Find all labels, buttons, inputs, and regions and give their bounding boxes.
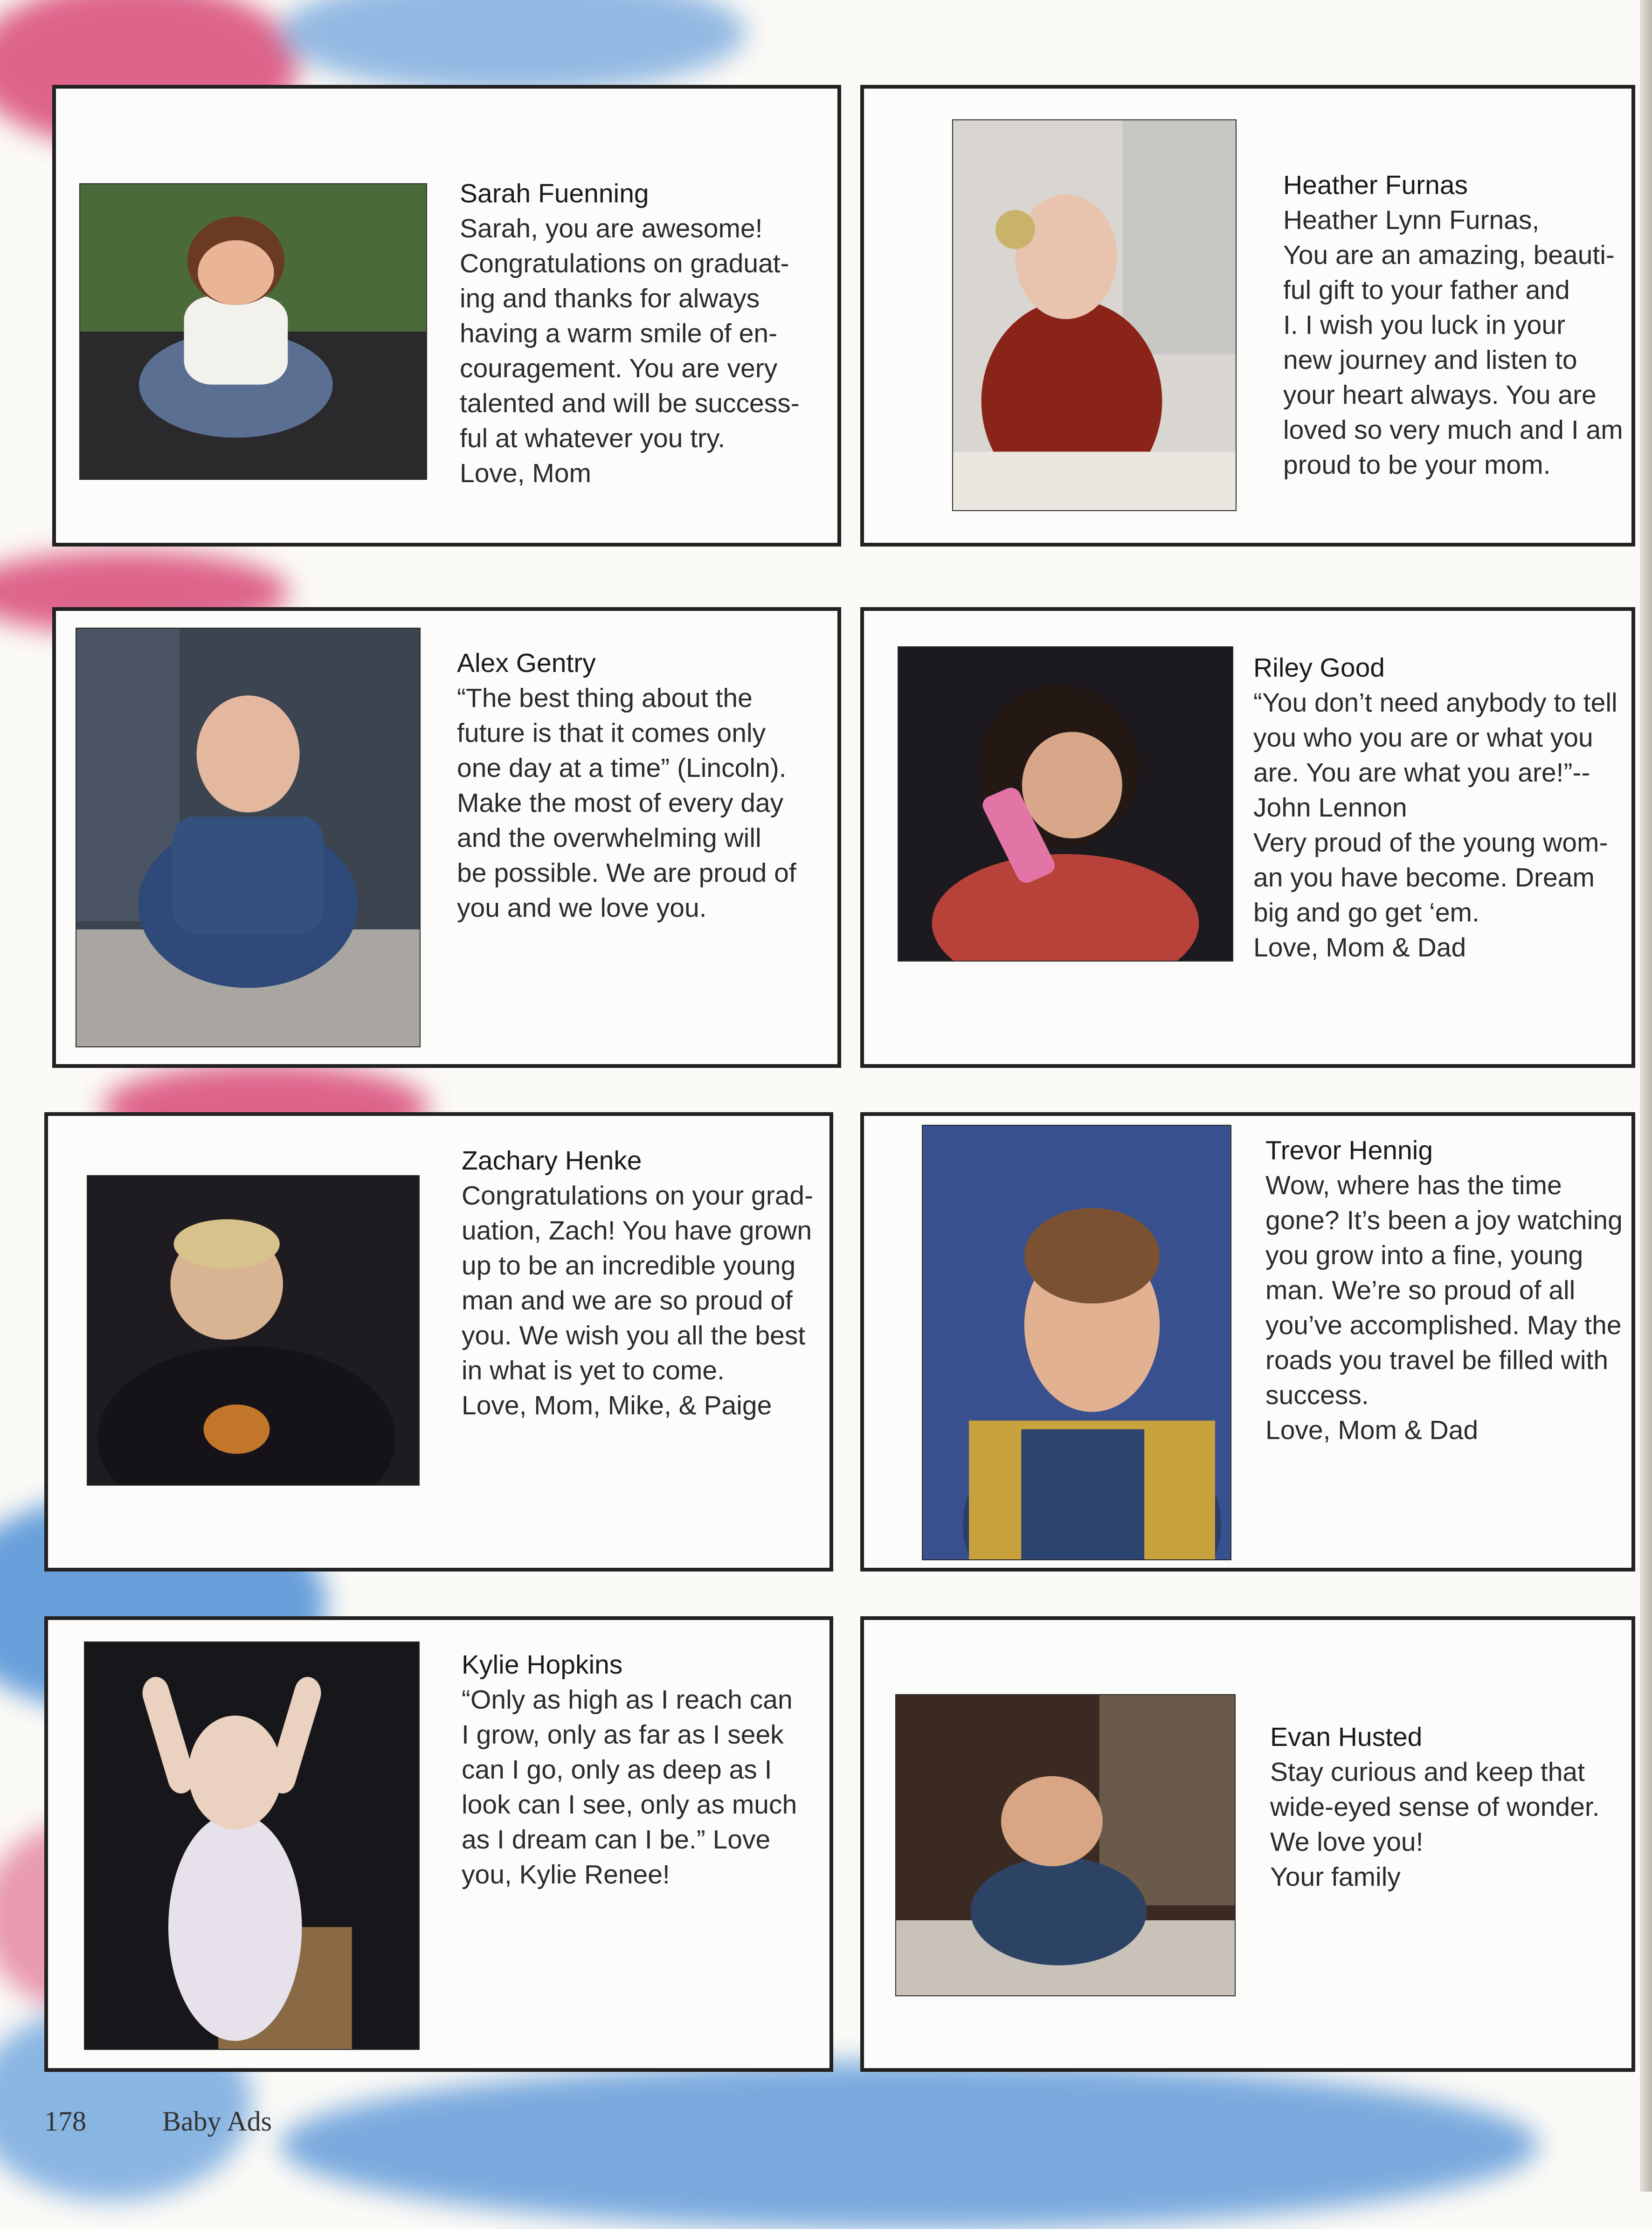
message-line: and the overwhelming will — [457, 823, 761, 853]
photo-sarah-fuenning — [79, 183, 427, 480]
message-line: “The best thing about the — [457, 683, 753, 713]
ad-text-kylie-hopkins — [462, 1648, 797, 1892]
message-line: an you have become. Dream — [1253, 863, 1595, 893]
message-line: Heather Lynn Furnas, — [1283, 205, 1540, 235]
message-line: Wow, where has the time — [1265, 1170, 1562, 1200]
child-name: Evan Husted — [1270, 1722, 1423, 1752]
message-line: John Lennon — [1253, 793, 1407, 823]
photo-riley-good — [898, 646, 1233, 962]
photo-heather-furnas — [952, 119, 1237, 511]
message-line: are. You are what you are!”-- — [1253, 758, 1590, 788]
child-name: Zachary Henke — [462, 1146, 642, 1176]
message-line: your heart always. You are — [1283, 380, 1597, 410]
message-line: having a warm smile of en- — [460, 318, 778, 348]
message-line: Sarah, you are awesome! — [460, 214, 763, 243]
photo-zachary-henke — [87, 1175, 420, 1486]
message-line: uation, Zach! You have grown — [462, 1216, 812, 1246]
message-line: future is that it comes only — [457, 718, 766, 748]
ad-text-riley-good — [1253, 651, 1617, 965]
message-line: look can I see, only as much — [462, 1790, 797, 1820]
message-line: roads you travel be filled with — [1265, 1345, 1609, 1375]
photo-evan-husted — [895, 1694, 1236, 1996]
message-line: can I go, only as deep as I — [462, 1755, 772, 1785]
message-line: ful at whatever you try. — [460, 423, 726, 453]
message-line: Congratulations on your grad- — [462, 1181, 814, 1211]
binding-edge — [1640, 0, 1652, 2192]
message-line: new journey and listen to — [1283, 345, 1577, 375]
message-line: couragement. You are very — [460, 353, 778, 383]
message-line: proud to be your mom. — [1283, 450, 1551, 480]
ad-text-heather-furnas — [1283, 168, 1623, 483]
ad-text-sarah-fuenning — [460, 176, 800, 491]
message-line: Your family — [1270, 1862, 1401, 1892]
child-name: Kylie Hopkins — [462, 1650, 623, 1680]
child-name: Heather Furnas — [1283, 170, 1468, 200]
page-number: 178 — [44, 2106, 86, 2137]
message-line: you grow into a fine, young — [1265, 1240, 1583, 1270]
message-line: ing and thanks for always — [460, 284, 760, 313]
ad-text-trevor-hennig — [1265, 1133, 1623, 1448]
message-line: We love you! — [1270, 1827, 1424, 1857]
blue-splash-bottom — [280, 2061, 1539, 2229]
message-line: big and go get ‘em. — [1253, 898, 1479, 928]
message-line: success. — [1265, 1380, 1369, 1410]
message-line: I. I wish you luck in your — [1283, 310, 1566, 340]
message-line: man. We’re so proud of all — [1265, 1275, 1576, 1305]
message-line: Stay curious and keep that — [1270, 1757, 1585, 1787]
message-line: Love, Mom & Dad — [1253, 933, 1466, 962]
message-line: you. We wish you all the best — [462, 1321, 806, 1350]
photo-trevor-hennig — [922, 1125, 1231, 1560]
message-line: be possible. We are proud of — [457, 858, 796, 888]
photo-kylie-hopkins — [84, 1641, 420, 2050]
message-line: in what is yet to come. — [462, 1356, 725, 1385]
message-line: one day at a time” (Lincoln). — [457, 753, 787, 783]
message-line: Love, Mom — [460, 458, 591, 488]
message-line: you’ve accomplished. May the — [1265, 1310, 1622, 1340]
message-line: Congratulations on graduat- — [460, 249, 789, 278]
child-name: Trevor Hennig — [1265, 1135, 1433, 1165]
message-line: “You don’t need anybody to tell — [1253, 688, 1617, 718]
message-line: ful gift to your father and — [1283, 275, 1570, 305]
ad-text-alex-gentry — [457, 646, 796, 926]
message-line: as I dream can I be.” Love — [462, 1825, 771, 1855]
ad-text-evan-husted — [1270, 1720, 1600, 1895]
message-line: I grow, only as far as I seek — [462, 1720, 784, 1750]
message-line: loved so very much and I am — [1283, 415, 1623, 445]
message-line: man and we are so proud of — [462, 1286, 793, 1315]
blue-splash-top — [280, 0, 746, 93]
ad-text-zachary-henke — [462, 1143, 813, 1423]
message-line: you and we love you. — [457, 893, 707, 923]
message-line: talented and will be success- — [460, 388, 800, 418]
message-line: Very proud of the young wom- — [1253, 828, 1608, 858]
message-line: Love, Mom & Dad — [1265, 1415, 1479, 1445]
message-line: Make the most of every day — [457, 788, 784, 818]
child-name: Riley Good — [1253, 653, 1385, 683]
photo-alex-gentry — [76, 628, 421, 1047]
child-name: Alex Gentry — [457, 648, 596, 678]
message-line: you, Kylie Renee! — [462, 1860, 670, 1890]
section-title: Baby Ads — [162, 2106, 272, 2137]
message-line: gone? It’s been a joy watching — [1265, 1205, 1623, 1235]
message-line: “Only as high as I reach can — [462, 1685, 793, 1715]
message-line: you who you are or what you — [1253, 723, 1593, 753]
message-line: up to be an incredible young — [462, 1251, 796, 1281]
child-name: Sarah Fuenning — [460, 179, 649, 208]
message-line: Love, Mom, Mike, & Paige — [462, 1391, 772, 1420]
message-line: You are an amazing, beauti- — [1283, 240, 1615, 270]
message-line: wide-eyed sense of wonder. — [1270, 1792, 1600, 1822]
